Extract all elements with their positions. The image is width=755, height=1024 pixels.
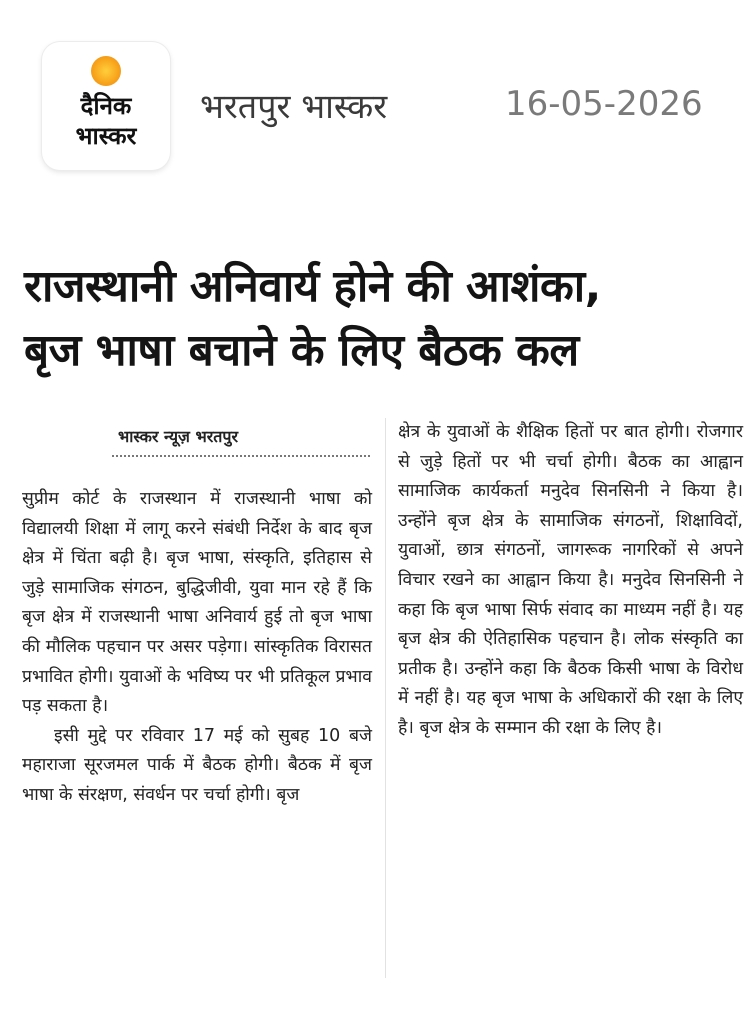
byline: भास्कर न्यूज़ भरतपुर [118, 427, 239, 446]
logo-text-bhaskar: भास्कर [75, 122, 137, 150]
article-column-1 [22, 485, 372, 811]
edition-name: भरतपुर भास्कर [200, 87, 388, 127]
headline-line-1: राजस्थानी अनिवार्य होने की आशंका, [24, 261, 601, 312]
dainik-bhaskar-logo [42, 42, 170, 170]
headline-line-2: बृज भाषा बचाने के लिए बैठक कल [24, 325, 579, 376]
publication-date: 16-05-2026 [505, 84, 703, 124]
article-column-2 [398, 418, 743, 744]
paragraph: सुप्रीम कोर्ट के राजस्थान में राजस्थानी भाषा को विद्यालयी शिक्षा में लागू करने संबंधी निर्देश के बाद बृज क्षेत्र में चिंता बढ़ी है। बृज भाषा, संस्कृति, इतिहास से जुड़े सामाजिक संगठन, बुद्धिजीवी, युवा मान रहे हैं कि बृज क्षेत्र में राजस्थानी भाषा अनिवार्य हुई तो बृज भाषा की मौलिक पहचान पर असर पड़ेगा। सांस्कृतिक विरासत प्रभावित होगी। युवाओं के भविष्य पर भी प्रतिकूल प्रभाव पड़ सकता है। [22, 489, 372, 717]
article-headline [24, 255, 744, 383]
paragraph: क्षेत्र के युवाओं के शैक्षिक हितों पर बात होगी। रोजगार से जुड़े हितों पर भी चर्चा होगी। बैठक का आह्वान सामाजिक कार्यकर्ता मनुदेव सिनसिनी ने किया है। उन्होंने बृज क्षेत्र के सामाजिक संगठनों, शिक्षाविदों, युवाओं, छात्र संगठनों, जागरूक नागरिकों से अपने विचार रखने का आह्वान किया है। मनुदेव सिनसिनी ने कहा कि बृज भाषा सिर्फ संवाद का माध्यम नहीं है। यह बृज क्षेत्र की ऐतिहासिक पहचान है। लोक संस्कृति का प्रतीक है। उन्होंने कहा कि बैठक किसी भाषा के विरोध में नहीं है। यह बृज भाषा के अधिकारों की रक्षा के लिए है। बृज क्षेत्र के सम्मान की रक्षा के लिए है। [398, 422, 743, 738]
column-divider [385, 418, 386, 978]
logo-text-dainik: दैनिक [80, 92, 132, 120]
byline-divider [112, 455, 370, 457]
sun-icon [91, 56, 121, 86]
paragraph: इसी मुद्दे पर रविवार 17 मई को सुबह 10 बजे महाराजा सूरजमल पार्क में बैठक होगी। बैठक में बृज भाषा के संरक्षण, संवर्धन पर चर्चा होगी। बृज [22, 725, 372, 805]
